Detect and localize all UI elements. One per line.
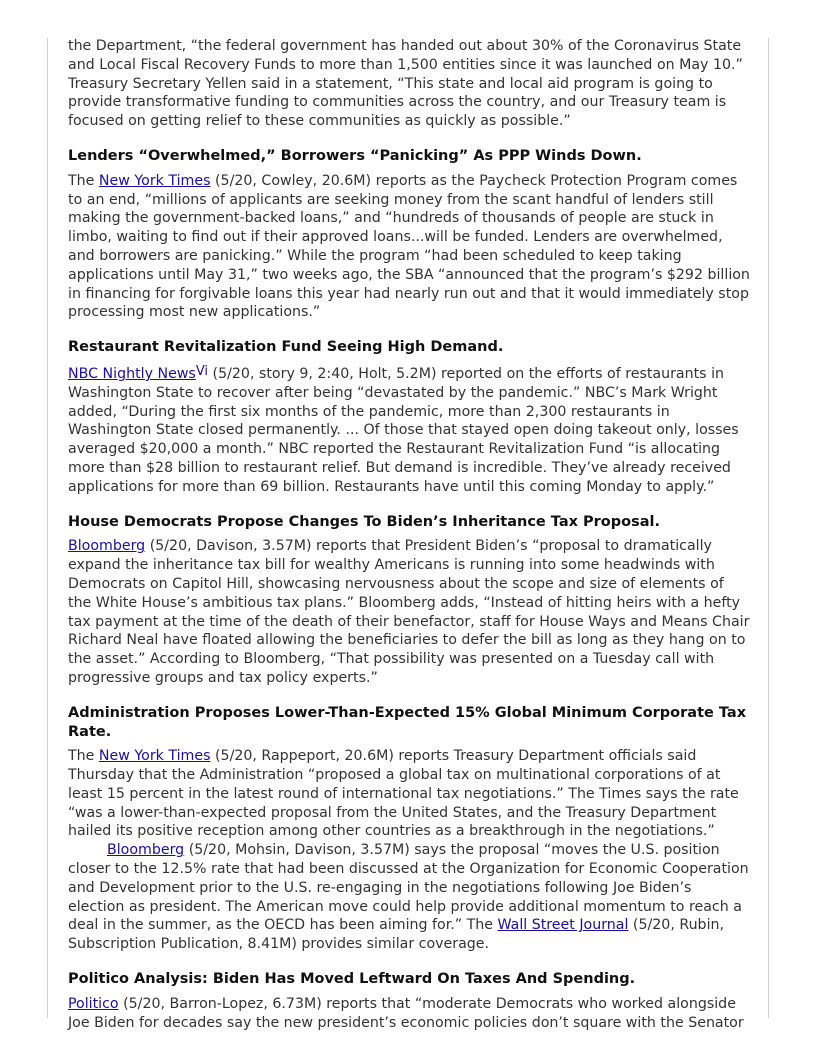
article-paragraph [68, 363, 750, 497]
news-content [68, 37, 750, 1032]
source-link-wall-street-journal[interactable]: Wall Street Journal [497, 917, 629, 934]
article-headline: Lenders “Overwhelmed,” Borrowers “Panicking” As PPP Winds Down. [68, 147, 642, 164]
article-headline: Restaurant Revitalization Fund Seeing High Demand. [68, 339, 504, 356]
article-headline: Politico Analysis: Biden Has Moved Leftward On Taxes And Spending. [68, 971, 636, 988]
article-body: (5/20, Barron-Lopez, 6.73M) reports that “moderate Democrats who worked alongside Joe Biden for decades say the new president’s economic policies don’t square with the Senator [68, 995, 744, 1031]
article-body: (5/20, Rappeport, 20.6M) reports Treasury Department officials said Thursday that the Administration “proposed a global tax on multinational corporations of at least 15 percent in the latest round of international tax negotiations.” The Times says the rate “was a lower-than-expected proposal from the United States, and the Treasury Department hailed its positive reception among other countries as a breakthrough in the negotiations.” [68, 748, 739, 840]
article-lead: The [68, 748, 99, 765]
article-lead: The [68, 172, 99, 189]
article-paragraph-continued [68, 841, 750, 954]
source-link-new-york-times[interactable]: New York Times [98, 748, 211, 765]
source-link-bloomberg[interactable]: Bloomberg [107, 842, 185, 859]
article-headline: House Democrats Propose Changes To Biden’s Inheritance Tax Proposal. [68, 513, 660, 530]
intro-paragraph: the Department, “the federal government has handed out about 30% of the Coronavirus State and Local Fiscal Recovery Funds to more than 1,500 entities since it was launched on May 10.” Treasury Secretary Yellen said in a statement, “This state and local aid program is going to provide transformative funding to communities across the country, and our Treasury team is focused on getting relief to these communities as quickly as possible.” [68, 38, 743, 130]
source-link-bloomberg[interactable]: Bloomberg [68, 538, 146, 555]
video-link-marker[interactable]: Vi [195, 363, 209, 379]
article-body: (5/20, Cowley, 20.6M) reports as the Paycheck Protection Program comes to an end, “millions of applicants are seeking money from the scant handful of lenders still making the government-backed loans,” and “hundreds of thousands of people are stuck in limbo, waiting to find out if their approved loans...will be funded. Lenders are overwhelmed, and borrowers are panicking.” While the program “had been scheduled to keep taking applications until May 31,” two weeks ago, the SBA “announced that the program’s $292 billion in financing for forgivable loans this year had nearly run out and that it would immediately stop processing most new applications.” [68, 172, 750, 321]
article-body: (5/20, Mohsin, Davison, 3.57M) says the proposal “moves the U.S. position closer to the 12.5% rate that had been discussed at the Organization for Economic Cooperation and Development prior to the U.S. re-engaging in the negotiations following Joe Biden’s election as president. The American move could help provide additional momentum to reach a deal in the summer, as the OECD has been aiming for.” The [68, 842, 749, 934]
article-body: (5/20, Davison, 3.57M) reports that President Biden’s “proposal to dramatically expand the inheritance tax bill for wealthy Americans is running into some headwinds with Democrats on Capitol Hill, showcasing nervousness about the scope and size of elements of the White House’s ambitious tax plans.” Bloomberg adds, “Instead of hitting heirs with a hefty tax payment at the time of the death of their benefactor, staff for House Ways and Means Chair Richard Neal have floated allowing the beneficiaries to defer the bill as long as they hang on to the asset.” According to Bloomberg, “That possibility was presented on a Tuesday call with progressive groups and tax policy experts.” [68, 538, 750, 686]
article-body: (5/20, story 9, 2:40, Holt, 5.2M) reported on the efforts of restaurants in Washington State to recover after being “devastated by the pandemic.” NBC’s Mark Wright added, “During the first six months of the pandemic, more than 2,300 restaurants in Washington State closed permanently. ... Of those that stayed open doing takeout only, losses averaged $20,000 a month.” NBC reported the Restaurant Revitalization Fund “is allocating more than $28 billion to restaurant relief. But demand is incredible. They’ve already received applications for more than 69 billion. Restaurants have until this coming Monday to apply.” [68, 365, 739, 495]
left-margin-rule [47, 38, 48, 1018]
article-body-tail: (5/20, Rubin, Subscription Publication, 8.41M) provides similar coverage. [68, 917, 725, 953]
source-link-new-york-times[interactable]: New York Times [98, 172, 211, 189]
source-link-politico[interactable]: Politico [68, 995, 119, 1012]
article-headline: Administration Proposes Lower-Than-Expected 15% Global Minimum Corporate Tax Rate. [68, 704, 747, 740]
source-link-nbc-nightly-news[interactable]: NBC Nightly News [68, 365, 196, 382]
article-paragraph [68, 747, 750, 841]
article-paragraph [68, 172, 750, 322]
article-paragraph [68, 537, 750, 687]
right-margin-rule [768, 38, 769, 1018]
article-paragraph [68, 995, 750, 1033]
